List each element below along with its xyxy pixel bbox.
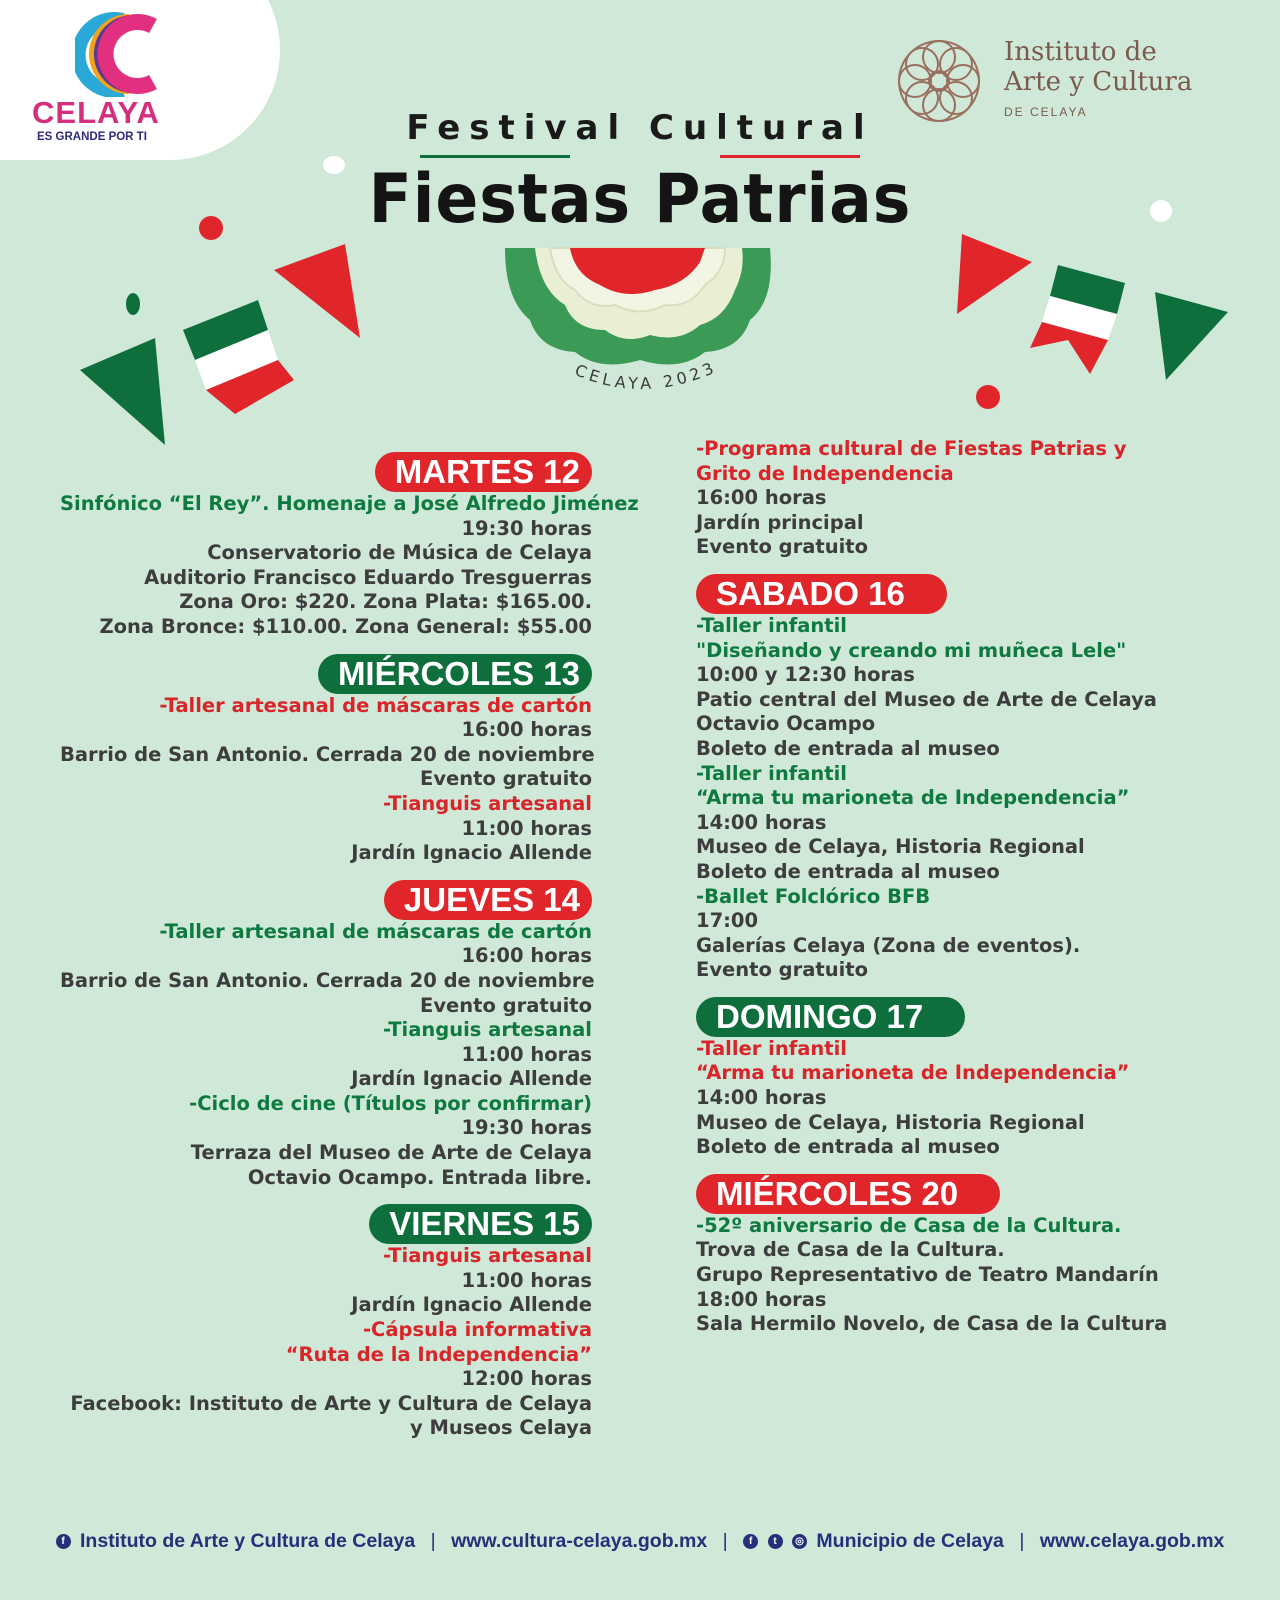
event-line: Octavio Ocampo. Entrada libre. — [247, 1165, 592, 1189]
event-line: 16:00 horas — [461, 718, 592, 742]
event-line: Evento gratuito — [420, 993, 592, 1017]
event-line: 14:00 horas — [696, 1086, 827, 1110]
footer-website-cultura[interactable]: www.cultura-celaya.gob.mx — [451, 1530, 708, 1553]
event-line: Evento gratuito — [696, 535, 868, 559]
event-line: 14:00 horas — [696, 810, 827, 834]
event-line: Octavio Ocampo — [696, 712, 876, 736]
event-line: “Arma tu marioneta de Independencia” — [696, 1061, 1130, 1085]
event-line: 11:00 horas — [461, 816, 592, 840]
event-line: -Taller infantil — [696, 1036, 847, 1060]
rosette-text: CELAYA 2023 — [572, 357, 720, 394]
event-line: 17:00 — [696, 909, 759, 933]
event-line: 10:00 y 12:30 horas — [696, 663, 915, 687]
event-line: Jardín Ignacio Allende — [351, 1067, 592, 1091]
event-line: Jardín principal — [696, 510, 864, 534]
continued-events — [696, 437, 1226, 560]
event-line: Grito de Independencia — [696, 461, 954, 485]
day-badge: MIÉRCOLES 20 — [696, 1174, 1000, 1214]
celaya-slogan: ES GRANDE POR TI — [37, 131, 147, 143]
event-line: Evento gratuito — [420, 767, 592, 791]
event-line: -Programa cultural de Fiestas Patrias y — [696, 437, 1127, 460]
event-line: 19:30 horas — [461, 1116, 592, 1140]
footer-facebook-page[interactable]: Instituto de Arte y Cultura de Celaya — [80, 1530, 416, 1553]
event-line: y Museos Celaya — [409, 1416, 592, 1440]
footer-website-municipio[interactable]: www.celaya.gob.mx — [1039, 1530, 1225, 1553]
event-line: -Tianguis artesanal — [383, 1018, 592, 1042]
event-line: -Taller infantil — [696, 613, 847, 637]
dot-red-right — [976, 385, 1000, 409]
event-line: -Tianguis artesanal — [383, 791, 592, 815]
day-block-jueves-14 — [60, 876, 595, 1191]
event-line: Evento gratuito — [696, 958, 868, 982]
flag-pennant-right — [1030, 265, 1125, 374]
event-line: Barrio de San Antonio. Cerrada 20 de noviembre — [60, 742, 595, 766]
day-block-sabado-16 — [696, 570, 1226, 983]
event-line: 11:00 horas — [461, 1042, 592, 1066]
footer-separator: | — [430, 1530, 436, 1553]
event-line: Auditorio Francisco Eduardo Tresguerras — [144, 565, 592, 589]
day-block-domingo-17 — [696, 993, 1226, 1160]
event-line: Sinfónico “El Rey”. Homenaje a José Alfredo Jiménez — [60, 492, 639, 515]
event-line: Facebook: Instituto de Arte y Cultura de Celaya — [70, 1391, 592, 1415]
celaya-wordmark: CELAYA — [32, 95, 160, 130]
event-line: 18:00 horas — [696, 1287, 827, 1311]
event-line: -Ballet Folclórico BFB — [696, 884, 931, 908]
event-line: Patio central del Museo de Arte de Celaya — [696, 687, 1157, 711]
footer-social-name[interactable]: Municipio de Celaya — [816, 1530, 1004, 1553]
day-block-martes-12 — [60, 448, 639, 640]
footer-separator: | — [722, 1530, 728, 1553]
event-line: Jardín Ignacio Allende — [351, 1293, 592, 1317]
tricolor-rosette — [505, 248, 771, 365]
event-line: -Ciclo de cine (Títulos por confirmar) — [189, 1091, 592, 1115]
event-line: Boleto de entrada al museo — [696, 736, 1000, 760]
instagram-icon[interactable]: ◎ — [792, 1534, 807, 1549]
day-badge: VIERNES 15 — [369, 1204, 592, 1244]
event-line: -Taller artesanal de máscaras de cartón — [159, 919, 592, 943]
event-line: Jardín Ignacio Allende — [351, 841, 592, 865]
event-line: Trova de Casa de la Cultura. — [696, 1238, 1005, 1262]
event-line: Zona Bronce: $110.00. Zona General: $55.00 — [99, 614, 592, 638]
day-badge: DOMINGO 17 — [696, 997, 965, 1037]
day-badge: MARTES 12 — [375, 452, 592, 492]
event-line: Zona Oro: $220. Zona Plata: $165.00. — [179, 590, 592, 614]
schedule-left-column — [60, 448, 639, 1451]
pennant-green-right — [1155, 292, 1228, 380]
event-line: Museo de Celaya, Historia Regional — [696, 1110, 1085, 1134]
festival-title: Fiestas Patrias — [368, 160, 912, 239]
event-line: -52º aniversario de Casa de la Cultura. — [696, 1213, 1122, 1237]
day-badge: MIÉRCOLES 13 — [318, 654, 592, 694]
instituto-name-line1: Instituto de — [1004, 37, 1157, 67]
event-line: “Arma tu marioneta de Independencia” — [696, 786, 1130, 810]
event-line: -Tianguis artesanal — [383, 1244, 592, 1268]
pennant-red-right — [957, 234, 1032, 314]
event-line: “Ruta de la Independencia” — [285, 1342, 592, 1366]
twitter-icon[interactable]: t — [768, 1534, 783, 1549]
instituto-name-line3: DE CELAYA — [1004, 105, 1088, 119]
day-block-miercoles-20 — [696, 1170, 1226, 1337]
event-line: Grupo Representativo de Teatro Mandarín — [696, 1263, 1159, 1287]
footer-separator: | — [1019, 1530, 1025, 1553]
event-line: -Taller infantil — [696, 761, 847, 785]
facebook-icon[interactable]: f — [743, 1534, 758, 1549]
schedule-right-column — [696, 437, 1226, 1347]
day-badge: SABADO 16 — [696, 574, 947, 614]
event-line: Boleto de entrada al museo — [696, 859, 1000, 883]
event-line: Conservatorio de Música de Celaya — [207, 541, 592, 565]
event-line: Museo de Celaya, Historia Regional — [696, 835, 1085, 859]
footer — [0, 1530, 1280, 1560]
pennant-green-left — [80, 338, 165, 445]
festival-subtitle: Festival Cultural — [406, 108, 874, 148]
event-line: 11:00 horas — [461, 1268, 592, 1292]
day-block-viernes-15 — [60, 1200, 592, 1441]
event-line: Terraza del Museo de Arte de Celaya — [190, 1141, 592, 1165]
event-line: Boleto de entrada al museo — [696, 1135, 1000, 1159]
event-line: 16:00 horas — [461, 944, 592, 968]
event-line: -Cápsula informativa — [362, 1318, 592, 1342]
event-line: 19:30 horas — [461, 516, 592, 540]
event-line: -Taller artesanal de máscaras de cartón — [159, 693, 592, 717]
event-line: "Diseñando y creando mi muñeca Lele" — [696, 638, 1127, 662]
event-line: Barrio de San Antonio. Cerrada 20 de noviembre — [60, 968, 595, 992]
event-line: 16:00 horas — [696, 486, 827, 510]
pennant-red-left — [274, 244, 360, 338]
event-line: Sala Hermilo Novelo, de Casa de la Cultura — [696, 1312, 1168, 1336]
flag-pennant-left — [183, 300, 294, 414]
event-line: Galerías Celaya (Zona de eventos). — [696, 933, 1081, 957]
facebook-icon[interactable]: f — [56, 1534, 71, 1549]
day-badge: JUEVES 14 — [384, 880, 592, 920]
event-line: 12:00 horas — [461, 1367, 592, 1391]
dot-green-left — [126, 293, 140, 315]
instituto-name-line2: Arte y Cultura — [1004, 67, 1193, 97]
day-block-miercoles-13 — [60, 650, 595, 866]
